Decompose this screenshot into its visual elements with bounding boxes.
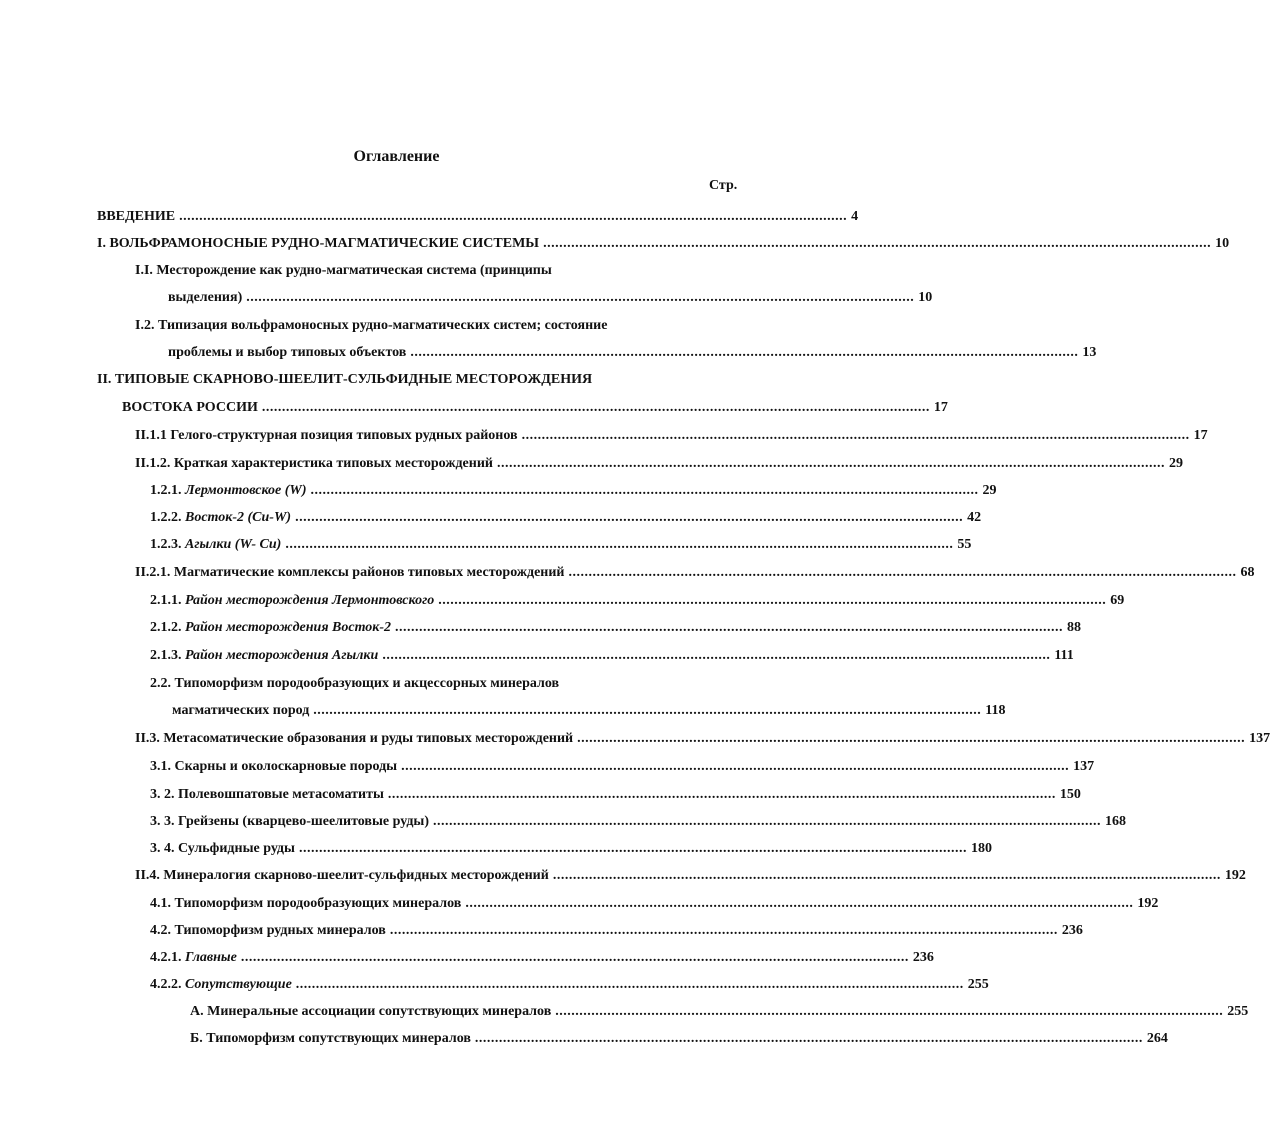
entry-title: А. Минеральные ассоциации сопутствующих минералов [190,1004,552,1019]
entry-title: проблемы и выбор типовых объектов [168,345,407,360]
entry-title: II.4. Минералогия скарново-шеелит-сульфидных месторождений [135,868,549,883]
entry-title: 3.1. Скарны и околоскарновые породы [150,759,398,774]
toc-entry-1-1: выделения) ....................................................................................................................................................................... 10 [168,288,731,308]
entry-page: 192 [1137,896,1159,911]
entry-page: 29 [1168,456,1183,471]
entry-number: 4.2.1. [150,950,182,965]
entry-title: I. ВОЛЬФРАМОНОСНЫЕ РУДНО-МАГМАТИЧЕСКИЕ СИСТЕМЫ [97,236,540,251]
entry-title: II.1.1 Гелого-структурная позиция типовых рудных районов [135,428,518,443]
entry-page: 180 [970,841,992,856]
toc-entry-introduction: ВВЕДЕНИЕ ....................................................................................................................................................................... 4 [97,207,731,227]
entry-title: Район месторождения Агылки [185,648,379,663]
entry-page: 42 [967,510,982,525]
entry-page: 168 [1105,814,1127,829]
entry-title: ВВЕДЕНИЕ [97,209,176,224]
entry-number: 2.1.2. [150,620,182,635]
entry-title: II.1.2. Краткая характеристика типовых месторождений [135,456,493,471]
entry-title: выделения) [168,290,243,305]
toc-entry-1-1-line1: I.I. Месторождение как рудно-магматическая система (принципы [135,263,552,278]
toc-entry-chapter-2: ВОСТОКА РОССИИ ....................................................................................................................................................................... 17 [122,398,731,418]
toc-entry-2-1-1-district: 2.1.1. Район месторождения Лермонтовского ....................................................................................................................................................................... 69 [150,591,736,611]
entry-page: 137 [1249,731,1270,746]
entry-page: 10 [1215,236,1230,251]
entry-title: Б. Типоморфизм сопутствующих минералов [190,1031,471,1046]
entry-page: 150 [1059,787,1081,802]
entry-number: 2.1.1. [150,593,182,608]
toc-entry-2-2-line1: 2.2. Типоморфизм породообразующих и акцессорных минералов [150,676,560,691]
entry-title: Восток-2 (Cu-W) [185,510,292,525]
toc-entry-4-2-2: 4.2.2. Сопутствующие ....................................................................................................................................................................... 255 [150,975,731,995]
entry-page: 111 [1054,648,1074,663]
toc-entry-2-4: II.4. Минералогия скарново-шеелит-сульфидных месторождений ....................................................................................................................................................................... 192 [135,866,731,886]
entry-title: II.3. Метасоматические образования и руды типовых месторождений [135,731,574,746]
entry-title: 3. 2. Полевошпатовые метасоматиты [150,787,384,802]
toc-entry-1-2: проблемы и выбор типовых объектов ....................................................................................................................................................................... 13 [168,343,731,363]
entry-number: 1.2.3. [150,537,182,552]
entry-page: 13 [1082,345,1097,360]
entry-title: Лермонтовское (W) [185,483,307,498]
entry-number: 2.1.3. [150,648,182,663]
entry-title: 4.1. Типоморфизм породообразующих минералов [150,896,462,911]
entry-title: Агылки (W- Cu) [185,537,282,552]
toc-entry-1-2-line1: I.2. Типизация вольфрамоносных рудно-магматических систем; состояние [135,318,608,333]
entry-page: 118 [985,703,1006,718]
entry-page: 192 [1224,868,1246,883]
toc-entry-4-2: 4.2. Типоморфизм рудных минералов ....................................................................................................................................................................... 236 [150,921,731,941]
entry-page: 137 [1073,759,1095,774]
entry-page: 255 [1227,1004,1249,1019]
entry-page: 88 [1067,620,1082,635]
entry-page: 255 [967,977,989,992]
entry-title: Главные [185,950,237,965]
entry-number: 4.2.2. [150,977,182,992]
toc-entry-3-3: 3. 3. Грейзены (кварцево-шеелитовые руды) ....................................................................................................................................................................... 168 [150,812,731,832]
entry-page: 29 [982,483,997,498]
toc-entry-4-1: 4.1. Типоморфизм породообразующих минералов ....................................................................................................................................................................... 192 [150,894,731,914]
toc-entry-3-1: 3.1. Скарны и околоскарновые породы ....................................................................................................................................................................... 137 [150,757,731,777]
toc-entry-chapter-1: I. ВОЛЬФРАМОНОСНЫЕ РУДНО-МАГМАТИЧЕСКИЕ СИСТЕМЫ ....................................................................................................................................................................... 10 [97,234,731,254]
entry-page: 17 [1193,428,1208,443]
entry-page: 55 [957,537,972,552]
entry-number: 1.2.1. [150,483,182,498]
toc-entry-4-2-2-b: Б. Типоморфизм сопутствующих минералов ....................................................................................................................................................................... 264 [190,1029,731,1049]
toc-entry-2-2: магматических пород ....................................................................................................................................................................... 118 [172,701,731,721]
toc-entry-2-3: II.3. Метасоматические образования и руды типовых месторождений ....................................................................................................................................................................... 137 [135,729,731,749]
page-column-label: Стр. [709,178,738,193]
toc-entry-2-1-2-district: 2.1.2. Район месторождения Восток-2 ....................................................................................................................................................................... 88 [150,618,731,638]
toc-entry-chapter-2-line1: II. ТИПОВЫЕ СКАРНОВО-ШЕЕЛИТ-СУЛЬФИДНЫЕ МЕСТОРОЖДЕНИЯ [97,372,593,387]
toc-entry-1-2-1: 1.2.1. Лермонтовское (W) ....................................................................................................................................................................... 29 [150,481,731,501]
entry-page: 236 [1061,923,1083,938]
toc-entry-2-2-1: II.2.1. Магматические комплексы районов типовых месторождений ....................................................................................................................................................................... 68 [135,563,731,583]
entry-page: 264 [1146,1031,1168,1046]
toc-entry-1-2-2: 1.2.2. Восток-2 (Cu-W) ....................................................................................................................................................................... 42 [150,508,731,528]
entry-page: 69 [1110,593,1125,608]
toc-entry-1-2-3: 1.2.3. Агылки (W- Cu) ....................................................................................................................................................................... 55 [150,535,731,555]
entry-number: 1.2.2. [150,510,182,525]
toc-entry-2-1-2: II.1.2. Краткая характеристика типовых месторождений ....................................................................................................................................................................... 29 [135,454,731,474]
entry-page: 4 [851,209,859,224]
entry-title: магматических пород [172,703,310,718]
entry-title: Район месторождения Лермонтовского [185,593,435,608]
entry-title: 4.2. Типоморфизм рудных минералов [150,923,386,938]
entry-title: Район месторождения Восток-2 [185,620,392,635]
entry-title: 3. 4. Сульфидные руды [150,841,295,856]
toc-entry-4-2-1: 4.2.1. Главные ....................................................................................................................................................................... 236 [150,948,731,968]
page-title: Оглавление [353,148,440,165]
entry-page: 10 [918,290,933,305]
entry-title: ВОСТОКА РОССИИ [122,400,258,415]
entry-page: 17 [933,400,948,415]
toc-entry-3-2: 3. 2. Полевошпатовые метасоматиты ....................................................................................................................................................................... 150 [150,785,731,805]
toc-entry-3-4: 3. 4. Сульфидные руды ....................................................................................................................................................................... 180 [150,839,731,859]
toc-entry-2-1-3-district: 2.1.3. Район месторождения Агылки ....................................................................................................................................................................... 111 [150,646,731,666]
entry-page: 68 [1240,565,1255,580]
entry-title: Сопутствующие [185,977,292,992]
toc-entry-4-2-2-a: А. Минеральные ассоциации сопутствующих минералов ....................................................................................................................................................................... 255 [190,1002,731,1022]
entry-title: II.2.1. Магматические комплексы районов типовых месторождений [135,565,565,580]
entry-title: 3. 3. Грейзены (кварцево-шеелитовые руды) [150,814,430,829]
toc-entry-2-1-1: II.1.1 Гелого-структурная позиция типовых рудных районов ....................................................................................................................................................................... 17 [135,426,731,446]
entry-page: 236 [912,950,934,965]
